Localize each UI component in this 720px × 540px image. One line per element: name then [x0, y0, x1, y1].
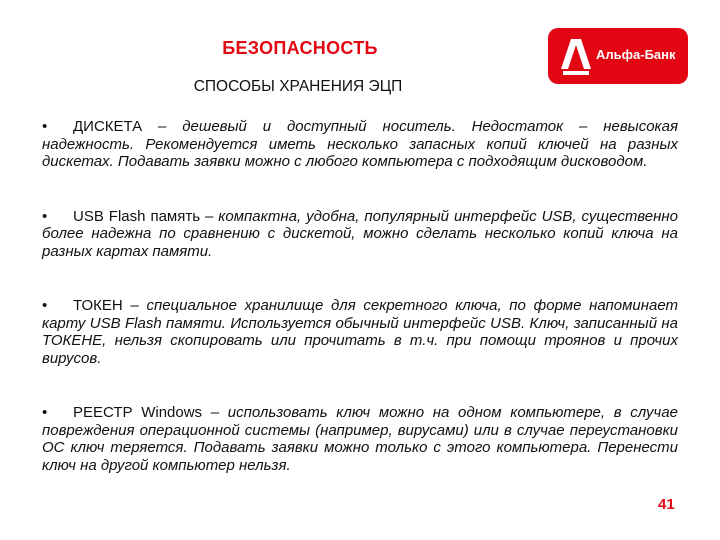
page-title: БЕЗОПАСНОСТЬ [222, 38, 378, 58]
alfa-a-icon [558, 37, 594, 77]
item-term: РЕЕСТР Windows – [73, 404, 220, 421]
bullet: • [42, 207, 48, 225]
storage-methods-list [42, 118, 678, 511]
item-text: специальное хранилище для секретного ключа, по форме напоминает карту USB Flash памяти. Используется обычный интерфейс USB. Ключ, записанный на ТОКЕНЕ, нельзя скопировать или прочитать в т.ч. при помощи троянов и прочих вирусов. [42, 297, 679, 367]
list-item [42, 118, 678, 171]
item-text: компактна, удобна, популярный интерфейс USB, существенно более надежна по сравнению с дискетой, можно сделать несколько копий ключа на разных картах памяти. [42, 207, 679, 260]
item-term: ТОКЕН – [73, 297, 139, 314]
bullet: • [42, 404, 48, 421]
list-item [42, 297, 678, 367]
list-item [42, 404, 678, 474]
item-text: дешевый и доступный носитель. Недостаток – невысокая надежность. Рекомендуется иметь несколько запасных копий ключей на разных дискетах. Подавать заявки можно с любого компьютера с подходящим дисководом. [42, 118, 678, 170]
alfa-bank-logo [548, 28, 688, 84]
item-term: USB Flash память – [73, 207, 214, 225]
bullet: • [42, 297, 48, 314]
item-text: использовать ключ можно на одном компьютере, в случае повреждения операционной системы (например, вирусами) или в случае переустановки ОС ключ теряется. Подавать заявки можно только с этого компьютера. Перенести ключ на другой компьютер нельзя. [42, 404, 678, 474]
bullet: • [42, 118, 48, 135]
page-number: 41 [658, 496, 675, 513]
page-subtitle: СПОСОБЫ ХРАНЕНИЯ ЭЦП [193, 78, 403, 95]
item-term: ДИСКЕТА – [73, 118, 167, 135]
logo-text: Альфа-Банк [596, 47, 676, 62]
list-item [42, 208, 678, 261]
